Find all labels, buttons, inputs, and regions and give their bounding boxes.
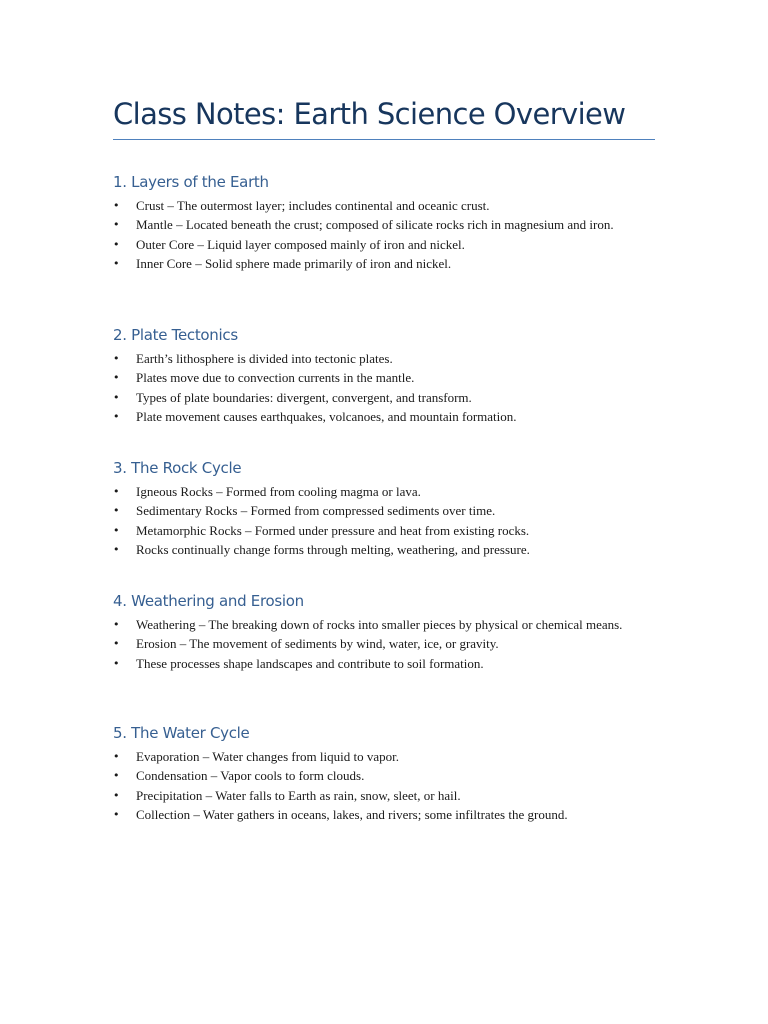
bullet-text: Plates move due to convection currents in the mantle.: [136, 370, 415, 386]
bullet-text: Collection – Water gathers in oceans, lakes, and rivers; some infiltrates the ground.: [136, 806, 568, 822]
bullet-icon: •: [113, 218, 120, 232]
bullet-item: [113, 786, 646, 805]
bullet-icon: •: [113, 523, 120, 537]
bullet-icon: •: [113, 618, 120, 631]
bullet-icon: •: [113, 199, 120, 212]
bullet-text: Precipitation – Water falls to Earth as rain, snow, sleet, or hail.: [136, 787, 461, 803]
bullet-icon: •: [113, 807, 120, 821]
bullet-item: [113, 521, 646, 540]
bullet-item: [113, 540, 646, 559]
bullet-text: Condensation – Vapor cools to form clouds.: [136, 768, 365, 784]
section-2: [113, 325, 673, 426]
title-underline-rule: [113, 139, 655, 140]
bullet-item: [113, 747, 646, 766]
bullet-item: [113, 615, 646, 634]
bullet-icon: •: [113, 256, 120, 270]
bullet-icon: •: [113, 237, 120, 251]
bullet-item: [113, 235, 646, 254]
section-heading: 5. The Water Cycle: [113, 724, 250, 742]
bullet-icon: •: [113, 750, 120, 763]
section-heading: 1. Layers of the Earth: [113, 173, 269, 191]
section-heading: 4. Weathering and Erosion: [113, 592, 304, 610]
bullet-text: Erosion – The movement of sediments by wind, water, ice, or gravity.: [136, 636, 499, 652]
bullet-list: [113, 482, 673, 559]
bullet-item: [113, 654, 646, 673]
document-title: Class Notes: Earth Science Overview: [113, 97, 626, 131]
section-5: [113, 723, 673, 824]
bullet-list: [113, 615, 673, 673]
bullet-item: [113, 368, 646, 387]
bullet-icon: •: [113, 371, 120, 385]
bullet-item: [113, 407, 646, 426]
bullet-icon: •: [113, 352, 120, 365]
bullet-text: Evaporation – Water changes from liquid to vapor.: [136, 749, 399, 764]
bullet-text: Mantle – Located beneath the crust; composed of silicate rocks rich in magnesium and iron.: [136, 217, 614, 233]
section-1: [113, 172, 673, 273]
bullet-item: [113, 349, 646, 368]
bullet-item: [113, 501, 646, 520]
bullet-text: Plate movement causes earthquakes, volcanoes, and mountain formation.: [136, 408, 517, 424]
bullet-item: [113, 766, 646, 785]
bullet-text: Igneous Rocks – Formed from cooling magma or lava.: [136, 484, 421, 499]
bullet-icon: •: [113, 542, 120, 556]
section-3: [113, 458, 673, 559]
bullet-icon: •: [113, 637, 120, 651]
bullet-item: [113, 482, 646, 501]
bullet-icon: •: [113, 769, 120, 783]
bullet-icon: •: [113, 485, 120, 498]
bullet-text: Weathering – The breaking down of rocks into smaller pieces by physical or chemical means.: [136, 617, 623, 632]
bullet-text: Crust – The outermost layer; includes continental and oceanic crust.: [136, 198, 490, 213]
bullet-icon: •: [113, 409, 120, 423]
bullet-icon: •: [113, 504, 120, 518]
section-4: [113, 591, 673, 673]
bullet-list: [113, 747, 673, 824]
bullet-icon: •: [113, 788, 120, 802]
bullet-list: [113, 196, 673, 273]
bullet-text: Sedimentary Rocks – Formed from compressed sediments over time.: [136, 503, 496, 519]
section-heading: 3. The Rock Cycle: [113, 459, 242, 477]
bullet-item: [113, 196, 646, 215]
bullet-icon: •: [113, 656, 120, 670]
bullet-list: [113, 349, 673, 426]
bullet-item: [113, 634, 646, 653]
bullet-item: [113, 215, 646, 234]
bullet-item: [113, 388, 646, 407]
bullet-text: Rocks continually change forms through melting, weathering, and pressure.: [136, 541, 530, 557]
bullet-text: Earth’s lithosphere is divided into tectonic plates.: [136, 351, 393, 366]
bullet-text: Outer Core – Liquid layer composed mainly of iron and nickel.: [136, 236, 465, 252]
bullet-item: [113, 805, 646, 824]
bullet-icon: •: [113, 390, 120, 404]
bullet-text: Types of plate boundaries: divergent, convergent, and transform.: [136, 389, 472, 405]
bullet-text: Inner Core – Solid sphere made primarily of iron and nickel.: [136, 255, 452, 271]
section-heading: 2. Plate Tectonics: [113, 326, 238, 344]
bullet-item: [113, 254, 646, 273]
bullet-text: Metamorphic Rocks – Formed under pressure and heat from existing rocks.: [136, 522, 530, 538]
bullet-text: These processes shape landscapes and contribute to soil formation.: [136, 655, 484, 671]
